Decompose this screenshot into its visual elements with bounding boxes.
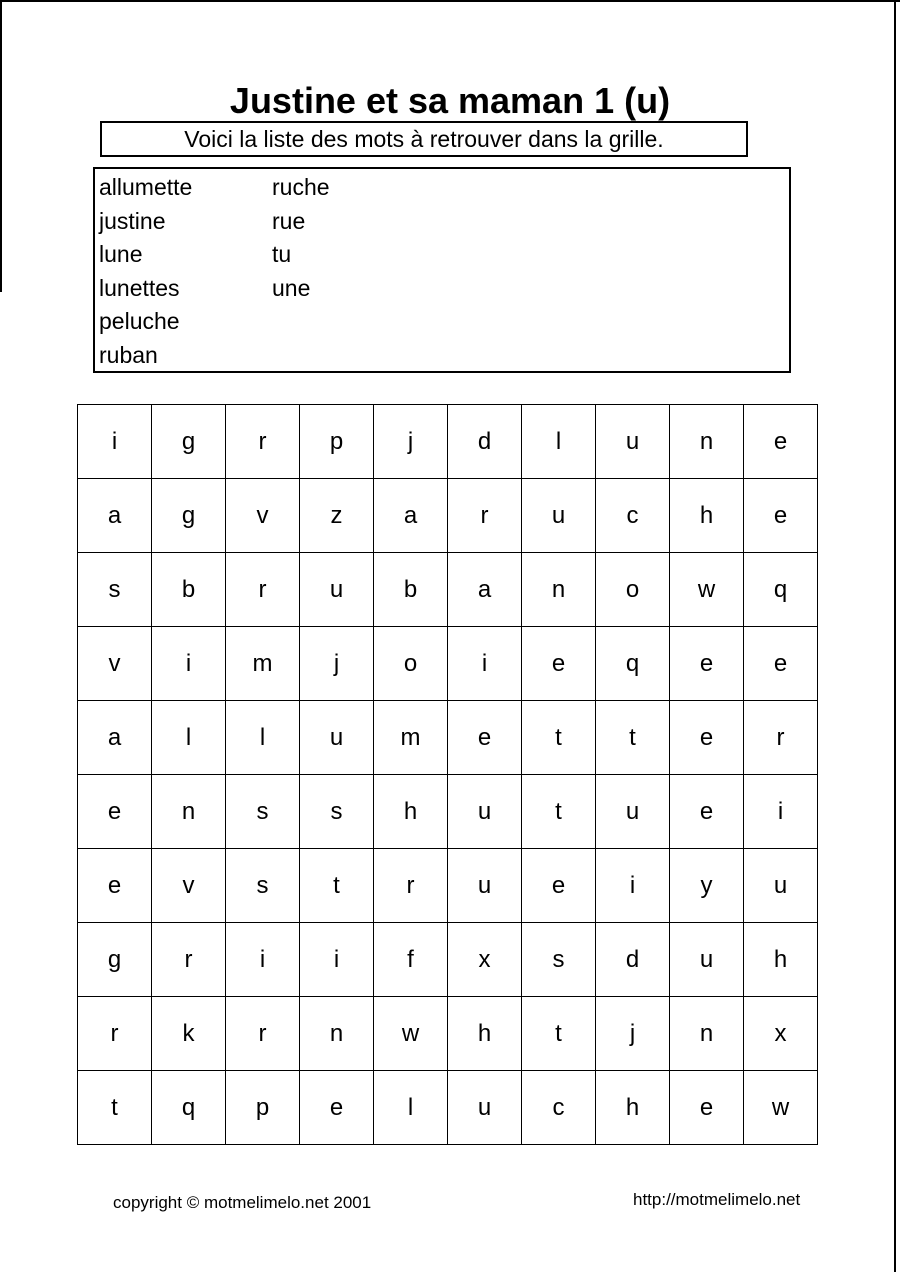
grid-cell: w (670, 553, 744, 627)
grid-cell: l (226, 701, 300, 775)
word-list-box (93, 167, 791, 373)
grid-cell: v (152, 849, 226, 923)
grid-cell: v (226, 479, 300, 553)
grid-cell: n (670, 997, 744, 1071)
footer-url: http://motmelimelo.net (633, 1190, 801, 1209)
grid-cell: b (152, 553, 226, 627)
page-border-left (0, 0, 2, 292)
grid-cell: r (374, 849, 448, 923)
word-list-item: lunettes (99, 274, 180, 301)
word-list-item: peluche (99, 308, 180, 334)
grid-cell: f (374, 923, 448, 997)
grid-cell: o (374, 627, 448, 701)
word-list-item: allumette (99, 174, 193, 200)
grid-cell: d (448, 405, 522, 479)
grid-cell: r (152, 923, 226, 997)
grid-cell: s (226, 775, 300, 849)
grid-cell: j (374, 405, 448, 479)
grid-cell: b (374, 553, 448, 627)
grid-cell: d (596, 923, 670, 997)
grid-cell: e (670, 701, 744, 775)
grid-cell: h (374, 775, 448, 849)
grid-cell: i (226, 923, 300, 997)
grid-cell: e (78, 849, 152, 923)
grid-cell: g (152, 405, 226, 479)
word-list-item: justine (99, 207, 166, 234)
grid-cell: h (448, 997, 522, 1071)
grid-cell: x (744, 997, 818, 1071)
grid-cell: e (670, 1071, 744, 1145)
grid-cell: h (744, 923, 818, 997)
grid-cell: y (670, 849, 744, 923)
grid-cell: l (374, 1071, 448, 1145)
grid-cell: i (78, 405, 152, 479)
grid-cell: r (448, 479, 522, 553)
grid-cell: e (670, 627, 744, 701)
grid-cell: k (152, 997, 226, 1071)
word-list-item: rue (272, 207, 306, 234)
grid-cell: i (448, 627, 522, 701)
grid-cell: s (226, 849, 300, 923)
grid-cell: u (448, 775, 522, 849)
grid-cell: u (596, 775, 670, 849)
grid-cell: x (448, 923, 522, 997)
word-list-item: ruban (99, 341, 158, 368)
instruction-text: Voici la liste des mots à retrouver dans la grille. (184, 125, 664, 152)
grid-cell: j (596, 997, 670, 1071)
grid-cell: u (300, 701, 374, 775)
word-list-columns (99, 171, 789, 372)
grid-cell: g (78, 923, 152, 997)
grid-cell: n (152, 775, 226, 849)
grid-cell: i (744, 775, 818, 849)
grid-cell: j (300, 627, 374, 701)
word-list-item: une (272, 274, 311, 301)
grid-cell: c (596, 479, 670, 553)
word-list-column-2 (272, 171, 330, 372)
grid-cell: e (744, 479, 818, 553)
grid-cell: h (596, 1071, 670, 1145)
grid-cell: o (596, 553, 670, 627)
grid-cell: r (78, 997, 152, 1071)
grid-cell: r (226, 553, 300, 627)
grid-cell: l (522, 405, 596, 479)
grid-cell: i (596, 849, 670, 923)
grid-cell: v (78, 627, 152, 701)
grid-cell: u (744, 849, 818, 923)
grid-cell: s (300, 775, 374, 849)
grid-cell: q (596, 627, 670, 701)
grid-cell: e (522, 849, 596, 923)
grid-cell: u (448, 1071, 522, 1145)
grid-cell: t (300, 849, 374, 923)
grid-cell: m (226, 627, 300, 701)
word-list-item: tu (272, 241, 292, 267)
grid-cell: n (670, 405, 744, 479)
grid-cell: q (744, 553, 818, 627)
grid-cell: p (300, 405, 374, 479)
word-list-column-1 (99, 171, 272, 372)
grid-cell: a (78, 479, 152, 553)
grid-cell: u (522, 479, 596, 553)
footer-copyright: copyright © motmelimelo.net 2001 (113, 1193, 372, 1212)
grid-cell: i (300, 923, 374, 997)
grid-cell: e (744, 405, 818, 479)
page-title: Justine et sa maman 1 (u) (229, 80, 671, 122)
grid-cell: t (78, 1071, 152, 1145)
word-list-item: lune (99, 241, 143, 267)
grid-cell: w (374, 997, 448, 1071)
grid-cell: s (78, 553, 152, 627)
grid-cell: r (226, 997, 300, 1071)
word-list-item: ruche (272, 174, 330, 200)
grid-cell: u (448, 849, 522, 923)
grid-cell: u (596, 405, 670, 479)
grid-cell: t (522, 997, 596, 1071)
grid-cell: n (300, 997, 374, 1071)
grid-cell: p (226, 1071, 300, 1145)
grid-cell: e (78, 775, 152, 849)
grid-cell: t (596, 701, 670, 775)
grid-cell: e (448, 701, 522, 775)
grid-cell: e (744, 627, 818, 701)
instruction-box (100, 121, 748, 157)
word-search-grid (77, 404, 818, 1145)
grid-cell: c (522, 1071, 596, 1145)
grid-cell: u (300, 553, 374, 627)
grid-cell: a (448, 553, 522, 627)
grid-cell: h (670, 479, 744, 553)
grid-cell: r (226, 405, 300, 479)
grid-cell: t (522, 775, 596, 849)
grid-cell: u (670, 923, 744, 997)
grid-cell: n (522, 553, 596, 627)
grid-cell: m (374, 701, 448, 775)
grid-cell: q (152, 1071, 226, 1145)
page-border-right (894, 0, 896, 1272)
grid-cell: a (78, 701, 152, 775)
grid-cell: g (152, 479, 226, 553)
grid-cell: e (670, 775, 744, 849)
grid-cell: i (152, 627, 226, 701)
grid-cell: e (300, 1071, 374, 1145)
grid-cell: a (374, 479, 448, 553)
page-border-top (0, 0, 900, 2)
grid-cell: e (522, 627, 596, 701)
grid-cell: z (300, 479, 374, 553)
grid-cell: r (744, 701, 818, 775)
grid-cell: l (152, 701, 226, 775)
grid-cell: s (522, 923, 596, 997)
grid-cell: w (744, 1071, 818, 1145)
grid-cell: t (522, 701, 596, 775)
